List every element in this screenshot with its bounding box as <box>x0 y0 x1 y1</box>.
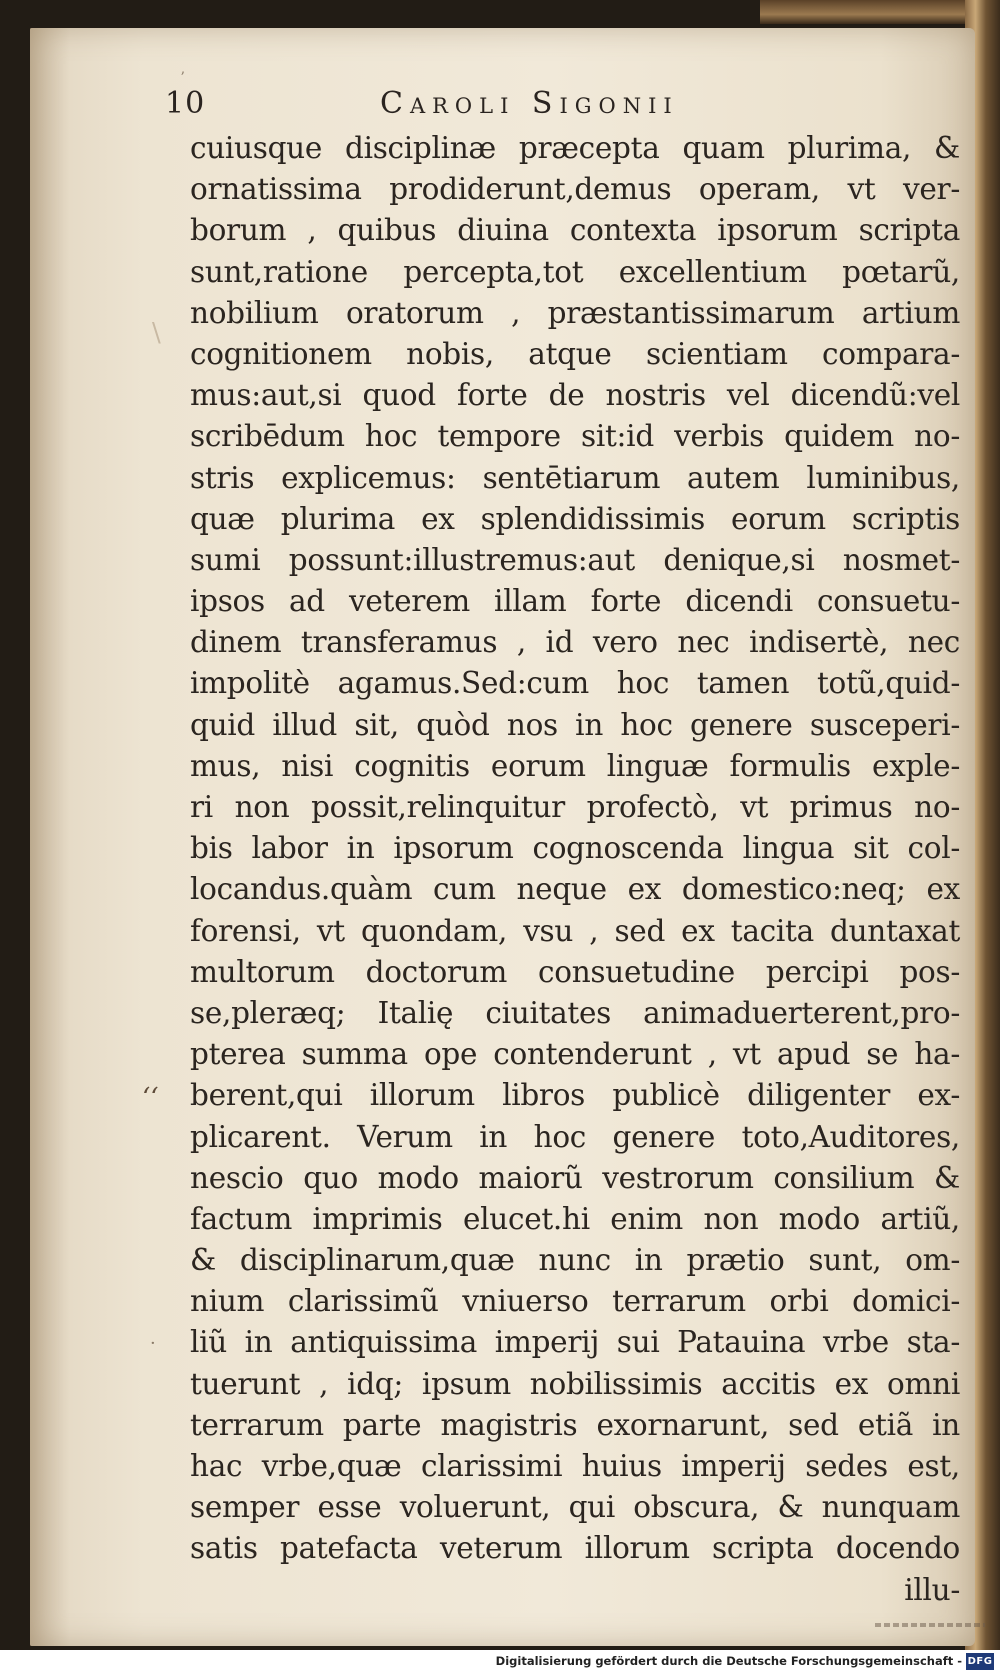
margin-faded-mark: \ <box>152 318 161 348</box>
text-line: quæ plurima ex splendidissimis eorum scriptis <box>190 501 960 536</box>
catchword: illu- <box>904 1572 960 1607</box>
text-line: quid illud sit, quòd nos in hoc genere susceperi- <box>190 707 960 742</box>
text-line: pterea summa ope contenderunt , vt apud se ha- <box>190 1037 960 1072</box>
text-line: forensi, vt quondam, vsu , sed ex tacita duntaxat <box>190 913 960 948</box>
margin-quote-mark: ‘‘ <box>142 1083 159 1113</box>
text-line: sumi possunt:illustremus:aut denique,si nosmet- <box>190 542 960 577</box>
text-line: semper esse voluerunt, qui obscura, & nunquam <box>190 1490 960 1525</box>
margin-ink-speck: ʼ <box>180 70 185 86</box>
text-line: mus:aut,si quod forte de nostris vel dicendũ:vel <box>190 378 960 413</box>
body-text <box>190 128 960 1611</box>
text-line: hac vrbe,quæ clarissimi huius imperij sedes est, <box>190 1449 960 1483</box>
running-title: Caroli Sigonii <box>380 86 679 121</box>
text-line: nobilium oratorum , præstantissimarum artium <box>190 295 960 330</box>
footer-credit: Digitalisierung gefördert durch die Deutsche Forschungsgemeinschaft - <box>495 1654 962 1668</box>
text-line: satis patefacta veterum illorum scripta docendo <box>190 1531 960 1566</box>
text-line: tuerunt , idq; ipsum nobilissimis accitis ex omni <box>190 1366 960 1401</box>
text-line: & disciplinarum,quæ nunc in prætio sunt, om- <box>190 1243 960 1278</box>
running-head <box>165 86 825 126</box>
text-line: se,pleræq; Italię ciuitates animaduerterent,pro- <box>190 995 960 1030</box>
text-line: liũ in antiquissima imperij sui Patauina vrbe sta- <box>190 1325 960 1360</box>
page-number: 10 <box>165 86 206 121</box>
text-line: plicarent. Verum in hoc genere toto,Auditores, <box>190 1119 960 1154</box>
book-top-edge <box>760 0 1000 24</box>
text-line: ornatissima prodiderunt,demus operam, vt ver- <box>190 172 960 207</box>
text-line: scribēdum hoc tempore sit:id verbis quidem no- <box>190 419 960 454</box>
text-line: bis labor in ipsorum cognoscenda lingua sit col- <box>190 831 960 866</box>
text-line: cuiusque disciplinæ præcepta quam plurima, & <box>190 131 960 165</box>
text-line: nium clarissimũ vniuerso terrarum orbi domici- <box>190 1284 960 1319</box>
text-line: berent,qui illorum libros publicè diligenter ex- <box>190 1078 960 1113</box>
book-page <box>30 28 975 1646</box>
text-line: multorum doctorum consuetudine percipi pos- <box>190 954 960 989</box>
text-line: terrarum parte magistris exornarunt, sed etiã in <box>190 1407 960 1442</box>
text-line: dinem transferamus , id vero nec indisertè, nec <box>190 625 960 660</box>
text-line: nescio quo modo maiorũ vestrorum consilium & <box>190 1160 960 1195</box>
text-line: cognitionem nobis, atque scientiam compara- <box>190 336 960 371</box>
text-line: borum , quibus diuina contexta ipsorum scripta <box>190 213 960 248</box>
text-line: sunt,ratione percepta,tot excellentium pœtarũ, <box>190 254 960 289</box>
text-line: locandus.quàm cum neque ex domestico:neq; ex <box>190 872 960 907</box>
bleed-through-trace <box>875 1623 985 1627</box>
footer-bar <box>0 1650 1000 1674</box>
text-line: factum imprimis elucet.hi enim non modo artiũ, <box>190 1201 960 1236</box>
margin-dot-mark: · <box>150 1333 156 1354</box>
text-line: ri non possit,relinquitur profectò, vt primus no- <box>190 790 960 824</box>
text-line: impolitè agamus.Sed:cum hoc tamen totũ,quid- <box>190 666 960 701</box>
dfg-logo: DFG <box>966 1653 994 1670</box>
text-line: ipsos ad veterem illam forte dicendi consuetu- <box>190 584 960 619</box>
text-line: mus, nisi cognitis eorum linguæ formulis exple- <box>190 748 960 783</box>
text-line: stris explicemus: sentētiarum autem luminibus, <box>190 460 960 495</box>
